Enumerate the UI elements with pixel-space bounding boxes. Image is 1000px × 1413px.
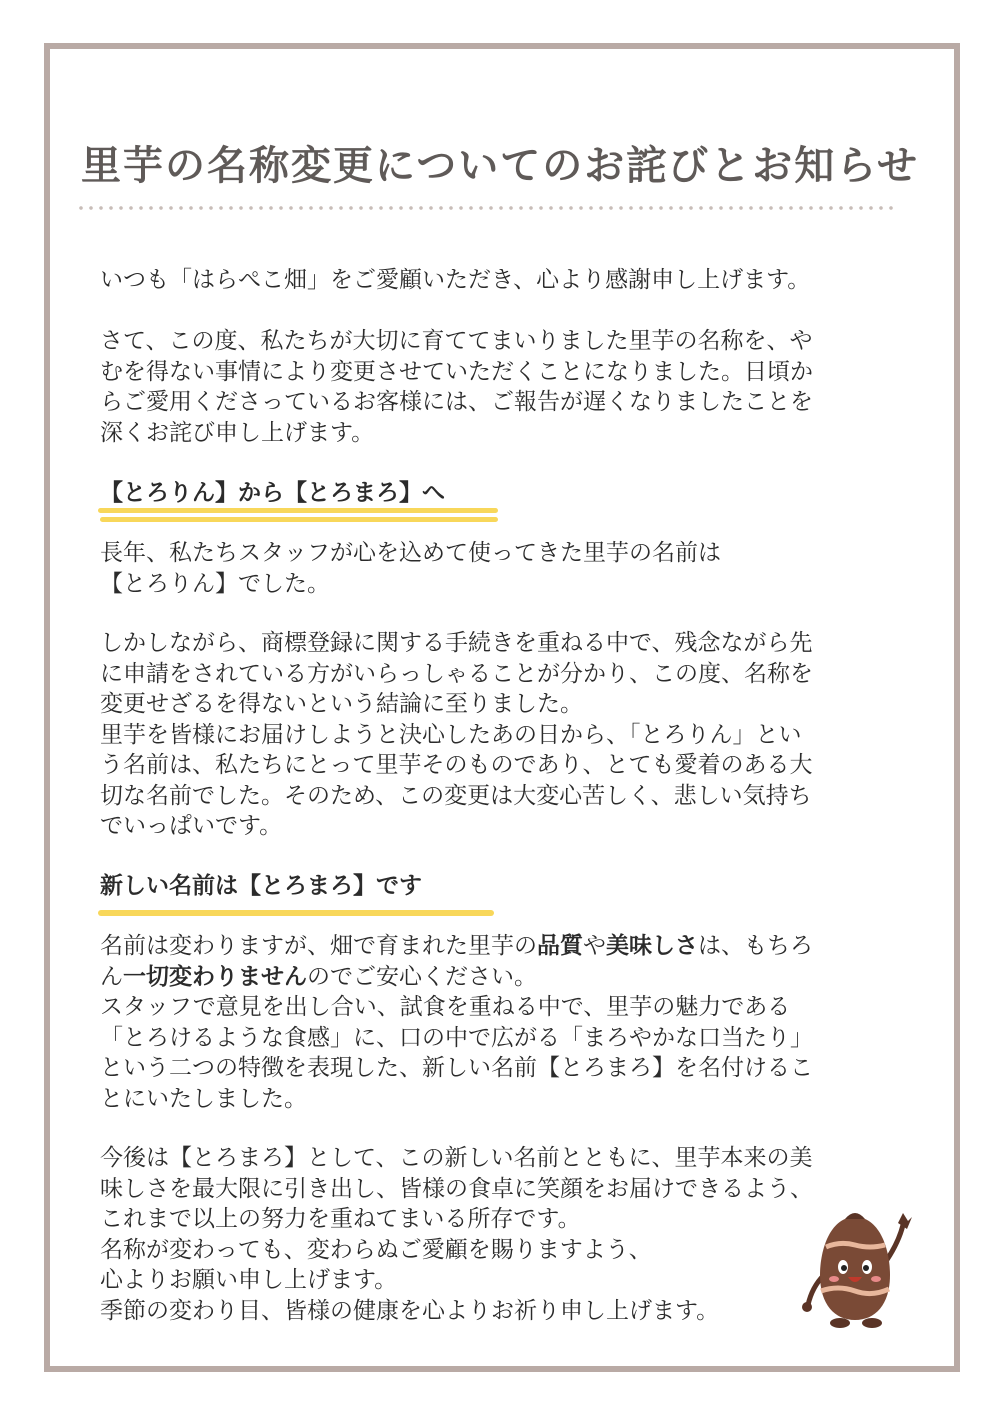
closing-paragraph (100, 1143, 910, 1326)
reason-line-5: う名前は、私たちにとって里芋そのものであり、とても愛着のある大 (100, 752, 813, 778)
closing-line-1: 今後は【とろまろ】として、この新しい名前とともに、里芋本来の美 (100, 1145, 813, 1171)
newname-line-1 (100, 931, 910, 962)
newname-line-3: スタッフで意見を出し合い、試食を重ねる中で、里芋の魅力である (100, 994, 791, 1020)
reason-line-6: 切な名前でした。そのため、この変更は大変心苦しく、悲しい気持ち (100, 782, 812, 809)
reason-line-4: 里芋を皆様にお届けしようと決心したあの日から、「とろりん」とい (100, 721, 802, 748)
section-heading-rename: 【とろりん】から【とろまろ】へ (100, 480, 445, 506)
newname-line-5: という二つの特徴を表現した、新しい名前【とろまろ】を名付けるこ (100, 1055, 813, 1081)
taro-mascot-icon (790, 1205, 920, 1334)
apology-line-3: らご愛用くださっているお客様には、ご報告が遅くなりましたことを (100, 389, 813, 415)
intro-paragraph (100, 265, 910, 296)
newname-text: は、もちろ (698, 933, 813, 959)
closing-line-5: 心よりお願い申し上げます。 (100, 1267, 398, 1293)
apology-line-2: むを得ない事情により変更させていただくことになりました。日頃か (100, 358, 813, 385)
newname-paragraph (100, 931, 910, 1114)
newname-text: のでご安心ください。 (307, 963, 537, 990)
closing-line-2: 味しさを最大限に引き出し、皆様の食卓に笑顔をお届けできるよう、 (100, 1175, 813, 1202)
apology-line-1: さて、この度、私たちが大切に育ててまいりました里芋の名称を、や (100, 328, 813, 354)
section-heading-newname: 新しい名前は【とろまろ】です (100, 873, 422, 899)
newname-line-6: とにいたしました。 (100, 1085, 307, 1112)
reason-line-2: に申請をされている方がいらっしゃることが分かり、この度、名称を (100, 660, 813, 687)
newname-text: や (583, 933, 606, 959)
heading-underline-1b (100, 517, 498, 522)
history-line-1: 長年、私たちスタッフが心を込めて使ってきた里芋の名前は (100, 540, 721, 566)
page-title: 里芋の名称変更についてのお詫びとお知らせ (81, 143, 919, 189)
newname-line-2 (100, 962, 910, 993)
reason-line-3: 変更せざるを得ないという結論に至りました。 (100, 691, 583, 717)
closing-line-4: 名称が変わっても、変わらぬご愛顧を賜りますよう、 (100, 1236, 652, 1263)
apology-paragraph (100, 326, 910, 448)
apology-line-4: 深くお詫び申し上げます。 (100, 419, 375, 446)
newname-text: 名前は変わりますが、畑で育まれた里芋の (100, 933, 537, 959)
heading-underline-1 (98, 508, 498, 513)
reason-line-1: しかしながら、商標登録に関する手続きを重ねる中で、残念ながら先 (100, 630, 813, 656)
closing-line-6: 季節の変わり目、皆様の健康を心よりお祈り申し上げます。 (100, 1297, 720, 1324)
newname-text: ん (100, 963, 123, 990)
newname-line-4: 「とろけるような食感」に、口の中で広がる「まろやかな口当たり」 (100, 1024, 813, 1051)
quality-emphasis: 品質 (537, 933, 583, 959)
dotted-divider (76, 206, 896, 210)
intro-line: いつも「はらぺこ畑」をご愛顧いただき、心より感謝申し上げます。 (100, 267, 811, 293)
unchanged-emphasis: 一切変わりません (123, 963, 307, 990)
reason-line-7: でいっぱいです。 (100, 813, 283, 839)
reason-paragraph (100, 628, 910, 842)
heading-underline-2 (98, 910, 494, 916)
history-paragraph (100, 538, 910, 599)
taste-emphasis: 美味しさ (606, 933, 698, 959)
closing-line-3: これまで以上の努力を重ねてまいる所存です。 (100, 1206, 581, 1232)
history-line-2: 【とろりん】でした。 (100, 570, 330, 597)
